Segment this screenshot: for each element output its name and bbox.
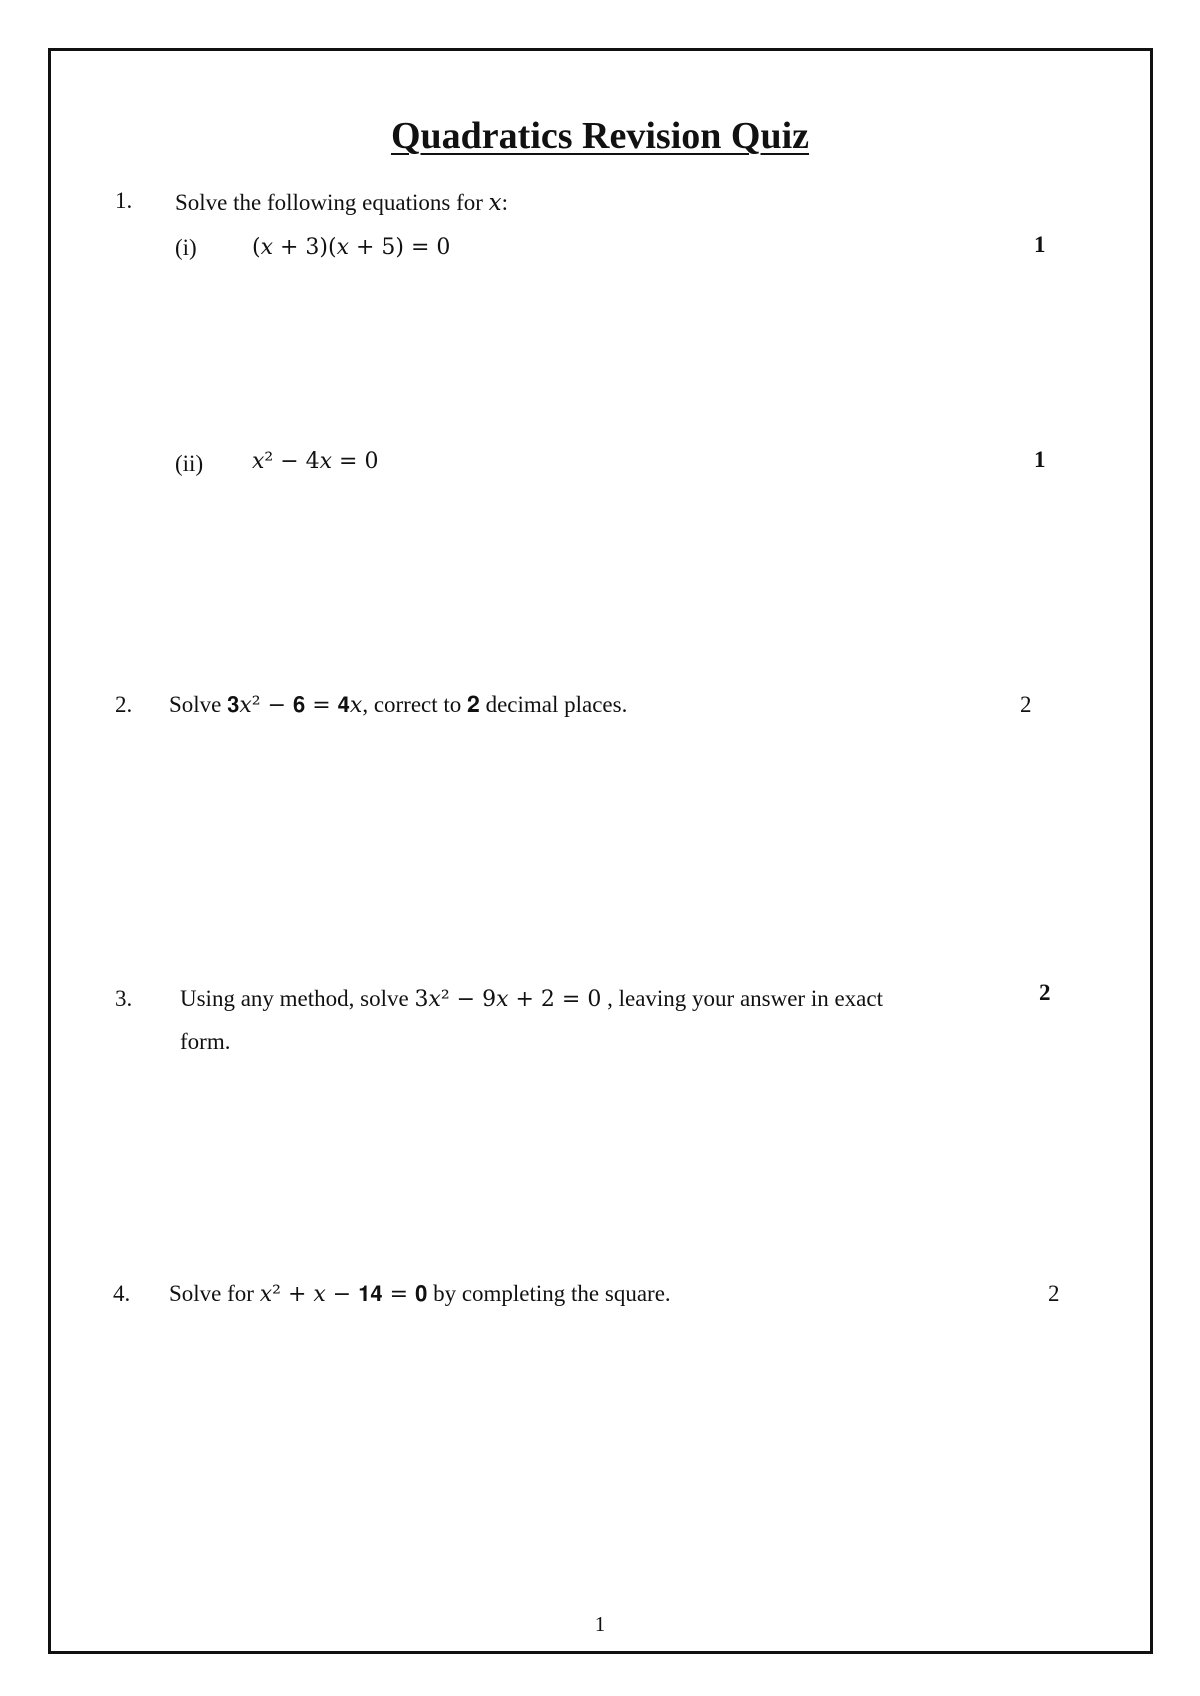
- equation: 𝟑𝑥² − 𝟔 = 𝟒𝑥: [227, 693, 363, 718]
- text-before: Solve: [169, 692, 228, 717]
- question-number: 1.: [115, 188, 133, 213]
- question-text: [169, 692, 627, 718]
- page-border: [48, 48, 1153, 1654]
- question-number: 3.: [115, 986, 133, 1011]
- equation: 3𝑥² − 9𝑥 + 2 = 0: [414, 987, 602, 1012]
- equation: 𝑥² − 4𝑥 = 0: [252, 449, 379, 474]
- part-label: (ii): [175, 451, 204, 476]
- text-after: , correct to 𝟐 decimal places.: [362, 692, 628, 717]
- question-text-continued: form.: [180, 1029, 231, 1054]
- equation: (𝑥 + 3)(𝑥 + 5) = 0: [252, 235, 451, 260]
- mark-value: 1: [1034, 447, 1046, 472]
- question-text: Solve the following equations for 𝑥:: [175, 190, 509, 215]
- text-before: Solve for: [169, 1281, 260, 1306]
- equation: 𝑥² + 𝑥 − 𝟏𝟒 = 𝟎: [259, 1282, 428, 1307]
- mark-value: 2: [1039, 980, 1051, 1005]
- mark-value: 2: [1048, 1281, 1060, 1306]
- part-label: (i): [175, 235, 197, 260]
- mark-value: 1: [1034, 232, 1046, 257]
- question-number: 2.: [115, 692, 133, 717]
- mark-value: 2: [1020, 692, 1032, 717]
- page-number: 1: [594, 1612, 606, 1636]
- page-title: Quadratics Revision Quiz: [390, 115, 810, 157]
- question-text: [169, 1281, 671, 1307]
- text-before: Using any method, solve: [180, 986, 415, 1011]
- question-text: [180, 986, 883, 1012]
- text-after: , leaving your answer in exact: [601, 986, 883, 1011]
- text-after: by completing the square.: [427, 1281, 671, 1306]
- question-number: 4.: [113, 1281, 131, 1306]
